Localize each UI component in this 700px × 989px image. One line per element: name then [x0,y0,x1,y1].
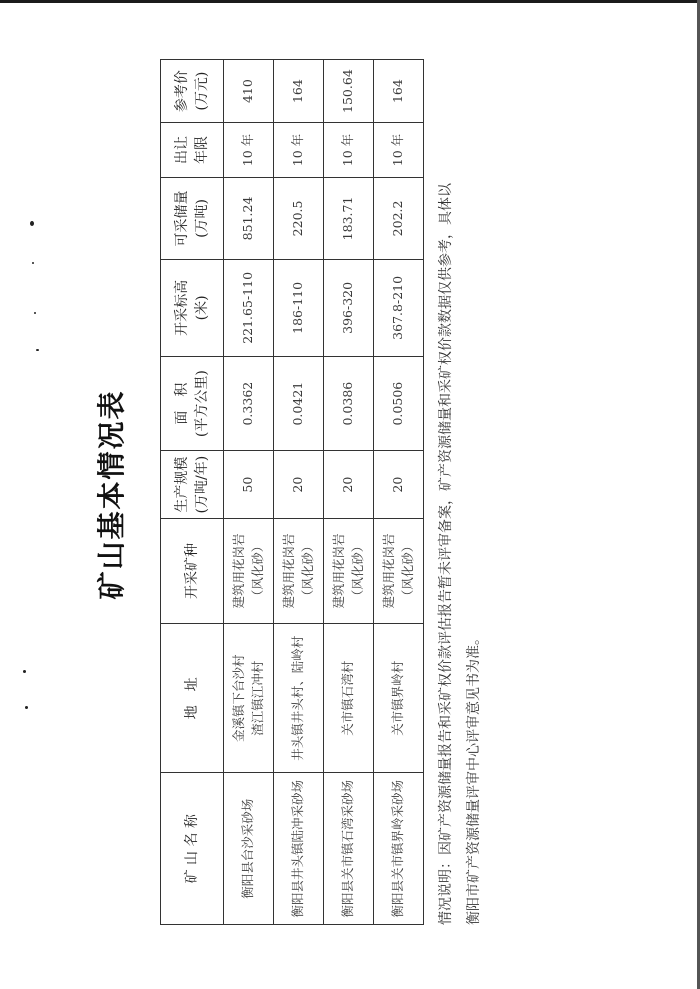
cell-reserves [374,177,424,259]
column-header-reserves [161,177,224,259]
cell-location [274,624,324,773]
column-header-text: 出让 [173,136,190,165]
cell-price [274,60,324,123]
cell-text: 建筑用花岗岩 [381,533,397,609]
cell-text: 221.65-110 [240,271,256,344]
column-header-scale [161,451,224,518]
cell-scale [224,451,274,518]
cell-name [324,773,374,925]
table-row [274,60,324,925]
cell-name [274,773,324,925]
cell-text: 10 年 [390,133,406,167]
cell-term [224,123,274,178]
cell-location [324,624,374,773]
cell-text: 10 年 [340,133,356,167]
column-header-text: 面 积 [173,382,190,425]
cell-text: 164 [390,79,406,104]
cell-mineral [274,518,324,623]
cell-text: 150.64 [340,69,356,113]
cell-text: 164 [290,79,306,104]
page-title: 矿山基本情况表 [95,389,128,600]
cell-text: 183.71 [340,196,356,241]
column-header-text: 年限 [194,136,210,165]
cell-text: 20 [340,476,356,493]
table-row [374,60,424,925]
cell-text: 衡阳县台沙采砂场 [240,798,256,899]
cell-location [224,624,274,773]
cell-text: 202.2 [390,200,406,237]
cell-text: 220.5 [290,200,306,237]
cell-term [324,123,374,178]
cell-elevation [224,259,274,356]
column-header-text: 开采矿种 [183,542,200,599]
cell-mineral [374,518,424,623]
column-header-area [161,356,224,451]
cell-text: 0.0386 [340,381,356,426]
cell-text: 50 [240,476,256,493]
cell-text: 10 年 [240,133,256,167]
column-header-name [161,773,224,925]
column-header-price [161,60,224,123]
cell-reserves [324,177,374,259]
cell-text: （风化砂） [249,539,265,603]
column-header-elevation [161,259,224,356]
cell-reserves [224,177,274,259]
cell-elevation [374,259,424,356]
cell-price [224,60,274,123]
column-header-text: 参考价 [173,70,190,113]
cell-text: 建筑用花岗岩 [331,533,347,609]
cell-text: 衡阳县井头镇陆冲采砂场 [290,779,306,918]
cell-text: 10 年 [290,133,306,167]
note-line: 衡阳市矿产资源储量评审中心评审意见书为准。 [466,631,482,925]
column-header-mineral [161,518,224,623]
cell-area [224,356,274,451]
cell-text: 井头镇井头村、陆岭村 [290,635,306,761]
cell-price [324,60,374,123]
cell-text: 20 [390,476,406,493]
cell-text: 建筑用花岗岩 [231,533,247,609]
cell-reserves [274,177,324,259]
cell-text: 关市镇石湾村 [340,660,356,736]
cell-scale [374,451,424,518]
cell-text: 186-110 [290,281,306,334]
cell-text: 0.0421 [290,381,306,426]
cell-location [374,624,424,773]
cell-area [274,356,324,451]
column-header-text: 矿 山 名 称 [183,814,200,884]
column-header-location [161,624,224,773]
column-header-text: 可采储量 [173,190,190,247]
cell-text: （风化砂） [399,539,415,603]
column-header-text: (万吨) [194,198,210,238]
cell-text: 衡阳县关市镇石湾采砂场 [340,779,356,918]
cell-text: （风化砂） [299,539,315,603]
cell-text: 0.0506 [390,381,406,426]
cell-area [324,356,374,451]
cell-text: （风化砂） [349,539,365,603]
cell-mineral [324,518,374,623]
table-row [324,60,374,925]
cell-term [274,123,324,178]
cell-text: 建筑用花岗岩 [281,533,297,609]
cell-price [374,60,424,123]
cell-elevation [324,259,374,356]
column-header-text: (米) [194,295,210,321]
table-header-row [161,60,224,925]
column-header-text: (平方公里) [194,370,210,438]
cell-text: 396-320 [340,281,356,334]
cell-text: 20 [290,476,306,493]
explanatory-note [432,45,488,925]
cell-text: 渣江镇江冲村 [249,660,265,736]
cell-name [224,773,274,925]
cell-scale [274,451,324,518]
cell-text: 关市镇界岭村 [390,660,406,736]
cell-text: 0.3362 [240,381,256,426]
cell-text: 衡阳县关市镇界岭采砂场 [390,779,406,918]
cell-area [374,356,424,451]
cell-elevation [274,259,324,356]
cell-name [374,773,424,925]
column-header-term [161,123,224,178]
table-row [224,60,274,925]
cell-text: 410 [240,79,256,104]
cell-text: 金溪镇下台沙村 [231,654,247,743]
column-header-text: 地 址 [183,677,200,720]
cell-text: 367.8-210 [390,275,406,340]
cell-text: 851.24 [240,196,256,241]
column-header-text: (万元) [194,71,210,111]
column-header-text: 开采标高 [173,279,190,336]
cell-scale [324,451,374,518]
column-header-text: (万吨/年) [194,455,210,514]
cell-term [374,123,424,178]
mine-info-table [160,59,424,925]
column-header-text: 生产规模 [173,456,190,513]
cell-mineral [224,518,274,623]
note-line: 情况说明：因矿产资源储量报告和采矿权价款评估报告暂未评审备案，矿产资源储量和采矿权价款数据仅供参考，具体以 [438,183,454,925]
